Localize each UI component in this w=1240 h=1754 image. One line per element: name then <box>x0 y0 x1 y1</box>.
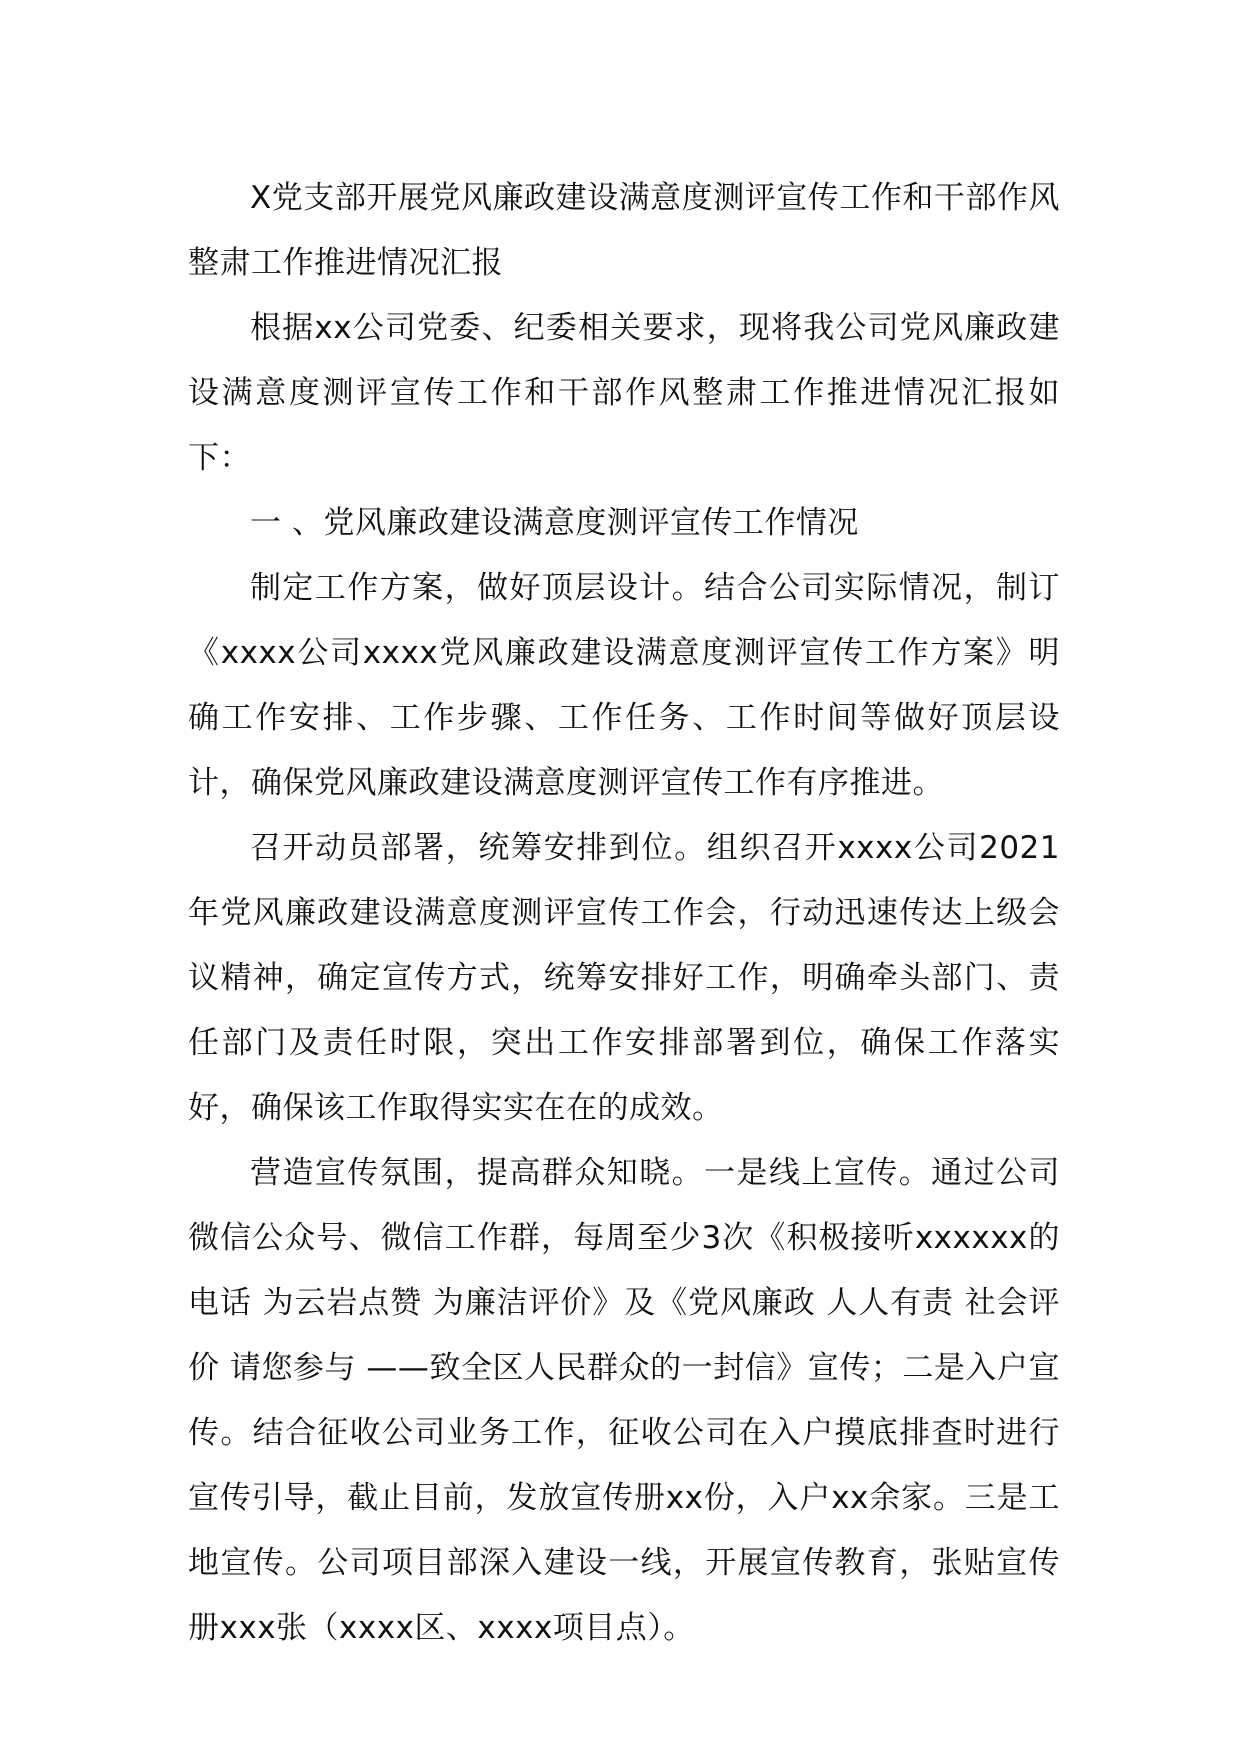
paragraph-work-plan: 制定工作方案，做好顶层设计。结合公司实际情况，制订《xxxx公司xxxx党风廉政建设满意度测评宣传工作方案》明确工作安排、工作步骤、工作任务、工作时间等做好顶层设计，确保党风廉政建设满意度测评宣传工作有序推进。 <box>188 570 1060 801</box>
paragraph-intro: 根据xx公司党委、纪委相关要求，现将我公司党风廉政建设满意度测评宣传工作和干部作风整肃工作推进情况汇报如下： <box>188 310 1060 476</box>
section-heading-1: 一 、党风廉政建设满意度测评宣传工作情况 <box>250 505 859 541</box>
paragraph-mobilization: 召开动员部署，统筹安排到位。组织召开xxxx公司2021年党风廉政建设满意度测评宣传工作会，行动迅速传达上级会议精神，确定宣传方式，统筹安排好工作，明确牵头部门、责任部门及责任时限，突出工作安排部署到位，确保工作落实好，确保该工作取得实实在在的成效。 <box>188 830 1060 1126</box>
paragraph-publicity: 营造宣传氛围，提高群众知晓。一是线上宣传。通过公司微信公众号、微信工作群，每周至少3次《积极接听xxxxxx的电话 为云岩点赞 为廉洁评价》及《党风廉政 人人有责 社会评价 请您参与 ——致全区人民群众的一封信》宣传；二是入户宣传。结合征收公司业务工作，征收公司在入户摸底排查时进行宣传引导，截止目前，发放宣传册xx份，入户xx余家。三是工地宣传。公司项目部深入建设一线，开展宣传教育，张贴宣传册xxx张（xxxx区、xxxx项目点）。 <box>188 1155 1060 1646</box>
document-body <box>188 166 1060 1661</box>
document-title: X党支部开展党风廉政建设满意度测评宣传工作和干部作风整肃工作推进情况汇报 <box>188 180 1060 281</box>
